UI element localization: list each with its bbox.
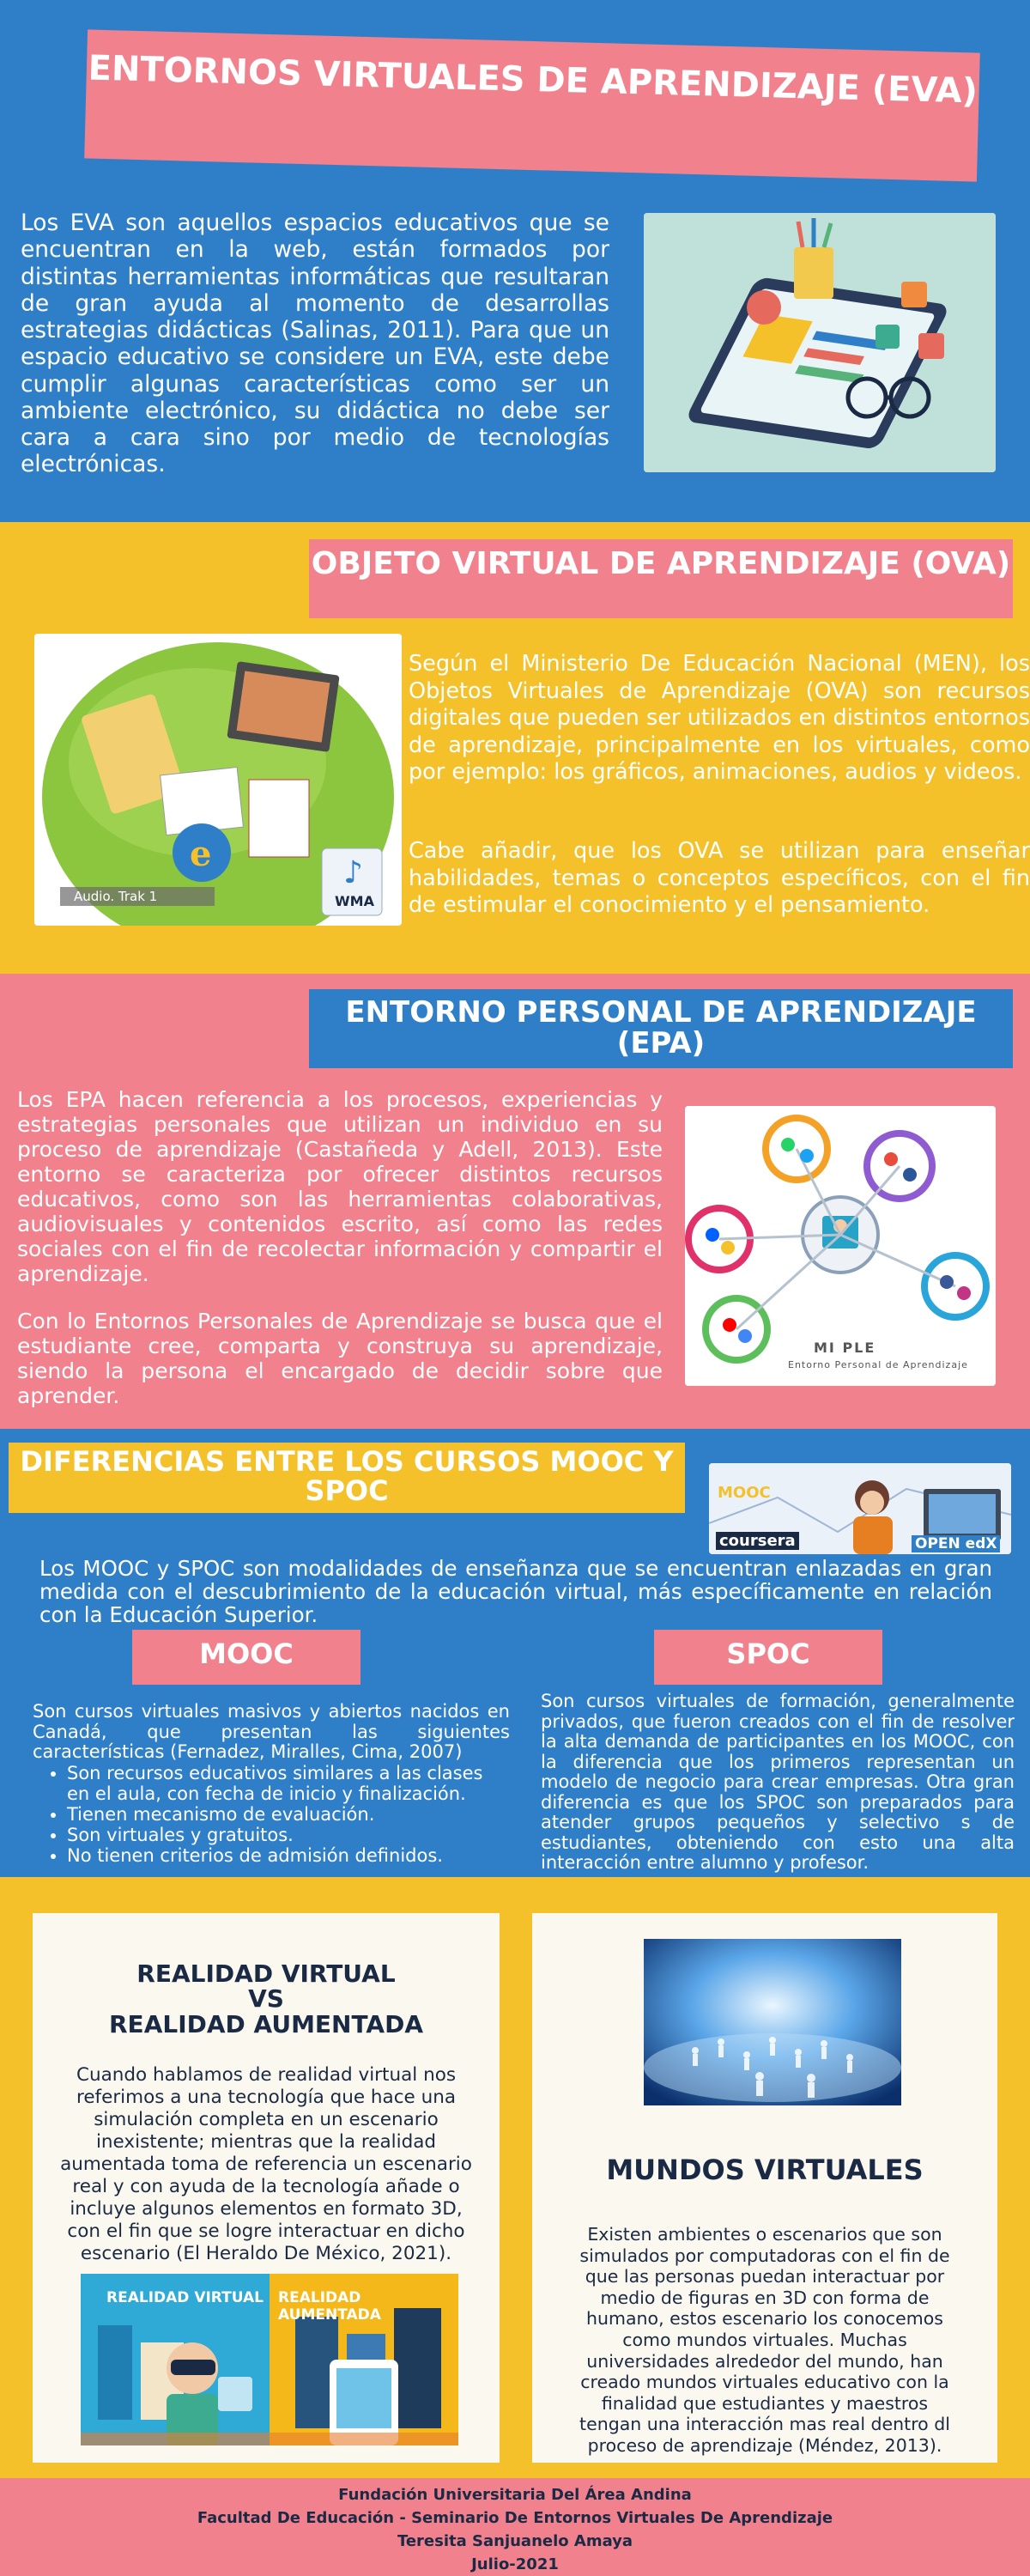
mooc-spoc-title: DIFERENCIAS ENTRE LOS CURSOS MOOC Y SPOC	[9, 1443, 685, 1513]
svg-text:♪: ♪	[343, 855, 363, 890]
epa-text-2: Con lo Entornos Personales de Aprendizaje se busca que el estudiante cree, comparta y construya su aprendizaje, siendo la persona el encargado de decidir sobre que aprender.	[17, 1309, 663, 1408]
rv-text: Cuando hablamos de realidad virtual nos referimos a una tecnología que hace una simulación completa en un escenario inexistente; mientras que la realidad aumentada toma de referencia un escenario real y con ayuda de la tecnología añade o incluye algunos elementos en formato 3D, con el fin que se logre interactuar en dicho escenario (El Heraldo De México, 2021).	[60, 2064, 472, 2264]
epa-ple-label: MI PLE	[814, 1340, 876, 1356]
epa-text-1: Los EPA hacen referencia a los procesos, experiencias y estrategias personales que utilizan un individuo en su proceso de aprendizaje (Castañeda y Adell, 2013). Este entorno se caracteriza por ofrecer distintos recursos educativos, como son las herramientas colaborativas, audiovisuales y contenidos escrito, así como las redes sociales con el fin de recolectar información y compartir el aprendizaje.	[17, 1087, 663, 1286]
mooc-bullet: • Son recursos educativos similares a las clases en el aula, con fecha de inicio y finalización.	[67, 1763, 510, 1804]
footer-author: Teresita Sanjuanelo Amaya	[397, 2532, 633, 2550]
openedx-label: OPEN edX	[912, 1535, 1000, 1552]
mv-text: Existen ambientes o escenarios que son simulados por computadoras con el fin de que las personas puedan interactuar por medio de figuras en 3D con forma de humano, estos escenario los conocemos como mundos virtuales. Muchas universidades alrededor del mundo, han creado mundos virtuales educativo con la finalidad que estudiantes y maestros tengan una interacción mas real dentro dl proceso de aprendizaje (Méndez, 2013).	[579, 2224, 950, 2456]
rv-title	[33, 1961, 500, 2037]
rv-title-line-2: VS	[248, 1984, 284, 2014]
mv-title: MUNDOS VIRTUALES	[606, 2154, 924, 2186]
footer-date: Julio-2021	[471, 2555, 559, 2573]
mv-card	[532, 1913, 997, 2463]
mooc-bullets	[33, 1763, 510, 1867]
footer-text	[0, 2483, 1030, 2576]
epa-title: ENTORNO PERSONAL DE APRENDIZAJE (EPA)	[309, 989, 1013, 1068]
coursera-label: coursera	[716, 1532, 799, 1550]
mooc-column	[33, 1702, 510, 1866]
rv-title-line-1: REALIDAD VIRTUAL	[136, 1959, 396, 1988]
ova-section	[0, 522, 1030, 974]
spoc-text: Son cursos virtuales de formación, generalmente privados, que fueron creados con el fin de resolver la alta demanda de participantes en los MOOC, con la diferencia que los primeros representan un modelo de negocio para crear empresas. Otra gran diferencia es que los SPOC son preparados para atender grupos pequeños y selectivo s de estudiantes, obteniendo con esto una alta interacción entre alumno y profesor.	[541, 1691, 1015, 1874]
mooc-spoc-illustration	[709, 1463, 1011, 1554]
mooc-label: MOOC	[132, 1630, 360, 1685]
epa-ple-sublabel: Entorno Personal de Aprendizaje	[788, 1359, 968, 1370]
mooc-bullet: • Tienen mecanismo de evaluación.	[67, 1804, 510, 1825]
rv-img-left-label: REALIDAD VIRTUAL	[106, 2289, 264, 2306]
ova-audio-label: Audio. Trak 1	[74, 889, 158, 904]
eva-illustration	[644, 213, 996, 472]
mooc-spoc-intro: Los MOOC y SPOC son modalidades de enseñanza que se encuentran enlazadas en gran medida con el descubrimiento de la educación virtual, más específicamente en relación con la Educación Superior.	[39, 1556, 992, 1627]
eva-text: Los EVA son aquellos espacios educativos que se encuentran en la web, están formados por distintas herramientas informáticas que resultaran de gran ayuda al momento de desarrollas estrategias didácticas (Salinas, 2011). Para que un espacio educativo se considere un EVA, este debe cumplir algunas características como ser un ambiente electrónico, su didáctica no debe ser cara a cara sino por medio de tecnologías electrónicas.	[21, 210, 609, 478]
rv-card	[33, 1913, 500, 2463]
ova-title: OBJETO VIRTUAL DE APRENDIZAJE (OVA)	[309, 539, 1013, 618]
mv-illustration	[644, 1939, 901, 2105]
ova-text-1: Según el Ministerio De Educación Nacional (MEN), los Objetos Virtuales de Aprendizaje (OVA) son recursos digitales que pueden ser utilizados en distintos entornos de aprendizaje, principalmente en los virtuales, como por ejemplo: los gráficos, animaciones, audios y videos.	[409, 651, 1030, 786]
rv-illustration	[81, 2274, 458, 2445]
mooc-bullet: • No tienen criterios de admisión definidos.	[67, 1845, 510, 1866]
ova-text-2: Cabe añadir, que los OVA se utilizan para enseñar habilidades, temas o conceptos específicos, con el fin de estimular el conocimiento y el pensamiento.	[409, 838, 1030, 919]
ova-illustration	[34, 634, 402, 926]
epa-illustration	[685, 1106, 996, 1386]
rv-mv-section	[0, 1877, 1030, 2478]
footer	[0, 2478, 1030, 2576]
eva-title: ENTORNOS VIRTUALES DE APRENDIZAJE (EVA)	[84, 29, 980, 181]
svg-text:MOOC: MOOC	[718, 1484, 771, 1502]
spoc-label: SPOC	[654, 1630, 882, 1685]
footer-faculty: Facultad De Educación - Seminario De Entornos Virtuales De Aprendizaje	[197, 2509, 833, 2527]
rv-title-line-3: REALIDAD AUMENTADA	[109, 2009, 423, 2038]
epa-section	[0, 974, 1030, 1429]
mooc-spoc-section	[0, 1429, 1030, 1877]
mooc-text: Son cursos virtuales masivos y abiertos nacidos en Canadá, que presentan las siguientes características (Fernadez, Miralles, Cima, 2007)	[33, 1701, 510, 1763]
ova-wma-label: WMA	[335, 893, 374, 909]
eva-section	[0, 0, 1030, 522]
svg-text:e: e	[190, 834, 212, 874]
mooc-bullet: • Son virtuales y gratuitos.	[67, 1825, 510, 1845]
rv-img-right-label: REALIDAD AUMENTADA	[278, 2289, 381, 2324]
footer-institution: Fundación Universitaria Del Área Andina	[338, 2486, 692, 2504]
